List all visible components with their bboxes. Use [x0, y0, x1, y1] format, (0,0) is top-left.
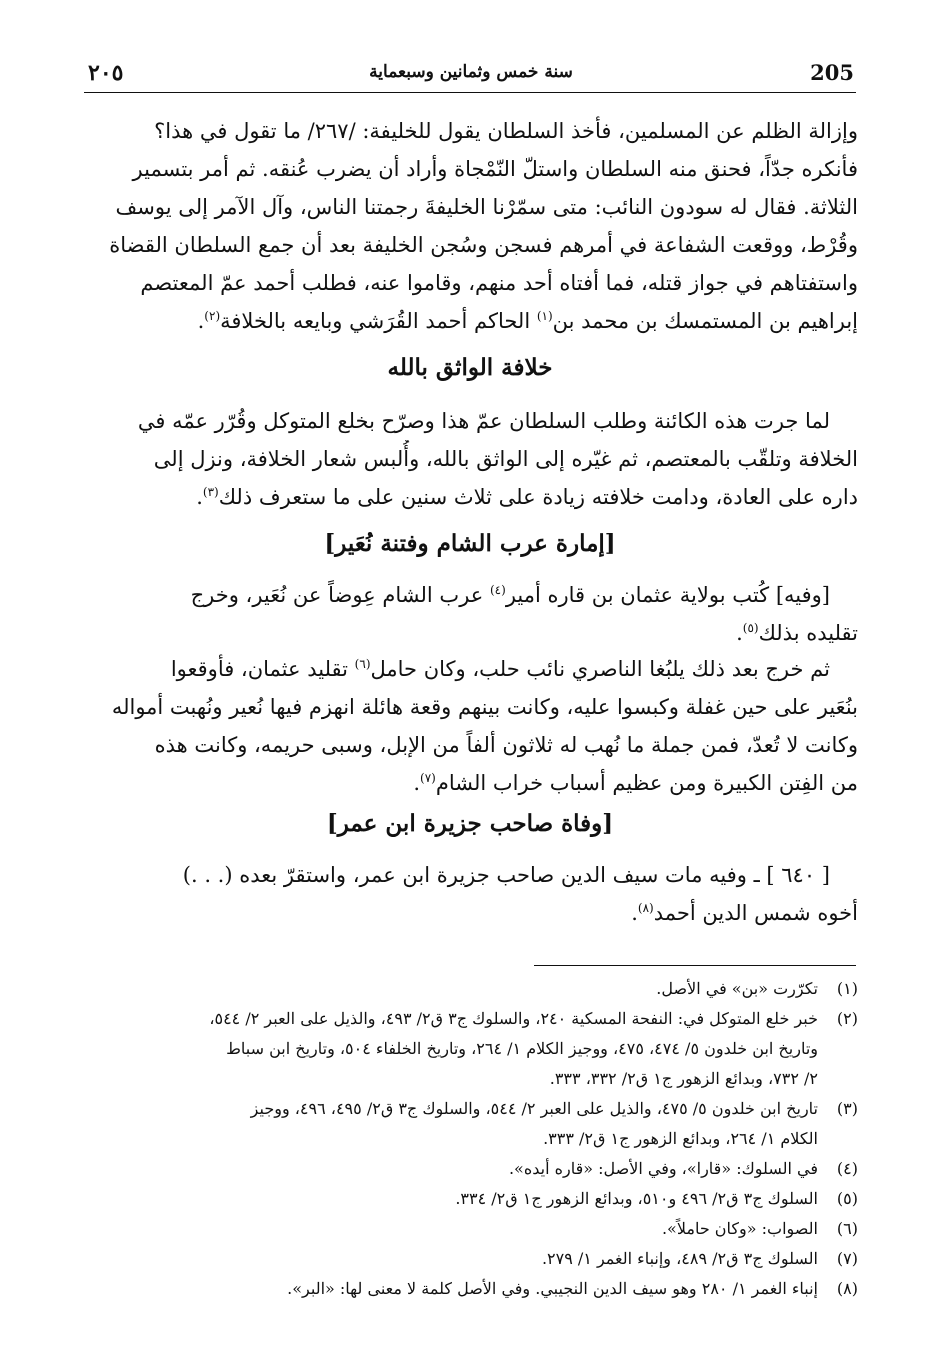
section-heading: [إمارة عرب الشام وفتنة نُعَير]: [324, 530, 616, 557]
footnote-rule: [534, 965, 856, 966]
footnote-number: (٦): [836, 1219, 858, 1238]
text-line: فأنكره جدّاً، فحنق منه السلطان واستلّ النّمْجاة وأراد أن يضرب عُنقه. ثم أمر بتسمير: [132, 157, 858, 181]
text-fragment: تقليد عثمان، فأوقعوا: [170, 657, 355, 681]
footnote-text: تكرّرت «بن» في الأصل.: [656, 979, 818, 998]
text-line: وقُرْط، ووقعت الشفاعة في أمرهم فسجن وسُجن الخليفة بعد أن جمع السلطان القضاة: [109, 233, 858, 257]
text-fragment: .: [197, 309, 205, 333]
footnote-item: [82, 1094, 858, 1154]
footnote-ref: (٤): [489, 583, 506, 597]
text-fragment: .: [196, 485, 203, 509]
text-line: وكانت لا تُعدّ، فمن جملة ما نُهب له ثلاثون ألفاً من الإبل، وسبى حريمه، وكانت هذه: [154, 733, 858, 757]
page-number-arabic: ٢٠٥: [88, 60, 124, 86]
footnote-ref: (١): [536, 309, 553, 323]
page-header: [88, 58, 854, 88]
footnote-text: ٢/ ٧٣٢، وبدائع الزهور ج١ ق٢/ ٣٣٢، ٣٣٣.: [549, 1069, 818, 1088]
footnotes: [82, 974, 858, 1304]
footnote-item: [82, 1274, 858, 1304]
footnote-text: تاريخ ابن خلدون ٥/ ٤٧٥، والذيل على العبر ٢/ ٥٤٤، والسلوك ج٣ ق٢/ ٤٩٥، ٤٩٦، ووجيز: [250, 1099, 818, 1118]
text-fragment: تقليده بذلك: [758, 621, 858, 645]
text-line: [ ٦٤٠ ] ـ وفيه مات سيف الدين صاحب جزيرة ابن عمر، واستقرّ بعده (. . .): [182, 863, 830, 887]
footnote-ref: (٧): [420, 771, 436, 785]
text-line: [82, 576, 858, 614]
text-fragment: .: [631, 901, 638, 925]
footnote-number: (٣): [836, 1099, 858, 1118]
running-title: سنة خمس وثمانين وسبعماية: [369, 62, 573, 82]
footnote-item: [82, 1004, 858, 1094]
text-line: الخلافة وتلقّب بالمعتصم، ثم غيّره إلى الواثق بالله، وأُلبس شعار الخلافة، ونزل إلى: [153, 447, 858, 471]
footnote-number: (٢): [836, 1009, 858, 1028]
intro-paragraph: [82, 112, 858, 340]
footnote-ref: (٨): [637, 901, 654, 915]
text-line-last: [82, 478, 858, 516]
footnote-item: [82, 974, 858, 1004]
footnote-ref: (٦): [354, 657, 371, 671]
text-fragment: إبراهيم بن المستمسك بن محمد بن: [552, 309, 858, 333]
footnote-text: السلوك ج٣ ق٢/ ٤٨٩، وإنباء الغمر ١/ ٢٧٩.: [541, 1249, 818, 1268]
footnote-text: وتاريخ ابن خلدون ٥/ ٤٧٤، ٤٧٥، ووجيز الكلام ١/ ٢٦٤، وتاريخ الخلفاء ٥٠٤، وتاريخ ابن سباط: [226, 1039, 818, 1058]
footnote-ref: (٣): [202, 485, 219, 499]
text-fragment: الحاكم أحمد القُرَشي وبايعه بالخلافة: [220, 309, 537, 333]
footnote-number: (٨): [836, 1279, 858, 1298]
section2-paragraph-2: [82, 650, 858, 802]
footnote-text: الصواب: «وكان حاملاً».: [661, 1219, 818, 1238]
footnote-item: [82, 1214, 858, 1244]
text-fragment: .: [736, 621, 743, 645]
text-line: لما جرت هذه الكائنة وطلب السلطان عمّ هذا وصرّح بخلع المتوكل وقُرّر عمّه في: [137, 409, 830, 433]
text-line: بنُعَير على حين غفلة وكبسوا عليه، وكانت بينهم وقعة هائلة انهزم فيها نُعير ونُهبت أمواله: [111, 695, 858, 719]
text-fragment: .: [413, 771, 421, 795]
footnote-item: [82, 1184, 858, 1214]
footnote-text: السلوك ج٣ ق٢/ ٤٩٦ و٥١٠، وبدائع الزهور ج١ ق٢/ ٣٣٤.: [455, 1189, 818, 1208]
text-line: وإزالة الظلم عن المسلمين، فأخذ السلطان يقول للخليفة: /٢٦٧/ ما تقول في هذا؟: [154, 119, 858, 143]
section2-paragraph-1: [82, 576, 858, 652]
footnote-ref: (٢): [204, 309, 221, 323]
text-line-last: [82, 614, 858, 652]
footnote-number: (٤): [836, 1159, 858, 1178]
section-heading: [وفاة صاحب جزيرة ابن عمر]: [326, 810, 614, 837]
footnote-text: إنباء الغمر ١/ ٢٨٠ وهو سيف الدين النجيبي. وفي الأصل كلمة لا معنى لها: «البر».: [287, 1279, 818, 1298]
text-line: [82, 650, 858, 688]
footnote-number: (١): [836, 979, 858, 998]
section3-paragraph: [82, 856, 858, 932]
header-rule: [84, 92, 856, 93]
text-fragment: [وفيه] كُتب بولاية عثمان بن قاره أمير: [505, 583, 830, 607]
page-number-latin: 205: [810, 60, 854, 85]
footnote-text: خبر خلع المتوكل في: النفحة المسكية ٢٤٠، والسلوك ج٣ ق٢/ ٤٩٣، والذيل على العبر ٢/ ٥٤٤،: [209, 1009, 818, 1028]
text-line: واستفتاهم في جواز قتله، فما أفتاه أحد منهم، وقاموا عنه، فطلب أحمد عمّ المعتصم: [140, 271, 858, 295]
text-line-last: [82, 894, 858, 932]
footnote-text: في السلوك: «قارا»، وفي الأصل: «قاره أيده».: [508, 1159, 818, 1178]
text-fragment: ثم خرج بعد ذلك يلبُغا الناصري نائب حلب، وكان حامل: [370, 657, 830, 681]
section-heading: خلافة الواثق بالله: [387, 354, 553, 381]
footnote-text: الكلام ١/ ٢٦٤، وبدائع الزهور ج١ ق٢/ ٣٣٣.: [543, 1129, 818, 1148]
text-line-last: [82, 764, 858, 802]
footnote-item: [82, 1244, 858, 1274]
footnote-ref: (٥): [742, 621, 759, 635]
footnote-number: (٧): [836, 1249, 858, 1268]
text-fragment: داره على العادة، ودامت خلافته زيادة على ثلاث سنين على ما ستعرف ذلك: [218, 485, 858, 509]
section1-paragraph: [82, 402, 858, 516]
text-line-last: [82, 302, 858, 340]
text-fragment: أخوه شمس الدين أحمد: [653, 901, 858, 925]
footnote-item: [82, 1154, 858, 1184]
footnote-number: (٥): [836, 1189, 858, 1208]
text-line: الثلاثة. فقال له سودون النائب: متى سمّرْنا الخليفةَ رجمتنا الناس، وآل الآمر إلى يوسف: [115, 195, 858, 219]
text-fragment: من الفِتن الكبيرة ومن عظيم أسباب خراب الشام: [435, 771, 858, 795]
text-fragment: عرب الشام عِوضاً عن نُعَير، وخرج: [190, 583, 490, 607]
